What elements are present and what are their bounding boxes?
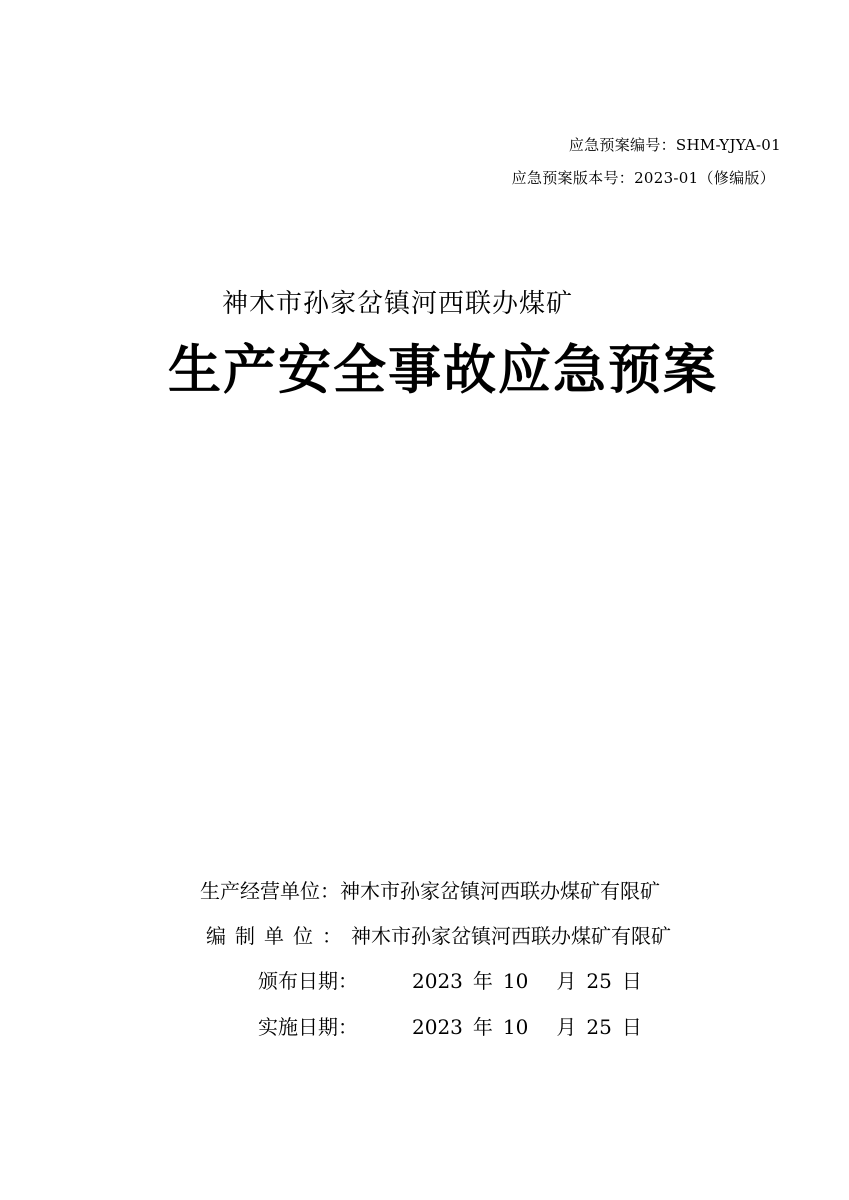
- publish-month: 10: [502, 969, 529, 993]
- implement-date-row: [258, 1011, 642, 1040]
- implement-day-unit: 日: [621, 1015, 642, 1039]
- publish-month-unit: 月: [556, 969, 577, 993]
- document-title: 生产安全事故应急预案: [168, 340, 718, 401]
- plan-code-line: [569, 134, 781, 155]
- version-value: 2023-01（修编版）: [634, 169, 775, 187]
- operator-value: 神木市孙家岔镇河西联办煤矿有限矿: [340, 879, 660, 903]
- version-label: 应急预案版本号：: [511, 169, 635, 187]
- compiler-row: [206, 920, 671, 949]
- publish-date-row: [258, 965, 642, 994]
- publish-year-unit: 年: [472, 969, 493, 993]
- publish-date-label: 颁布日期：: [258, 969, 358, 993]
- implement-month: 10: [502, 1015, 529, 1039]
- publish-day: 25: [586, 969, 612, 993]
- implement-year-unit: 年: [472, 1015, 493, 1039]
- publish-year: 2023: [412, 969, 463, 993]
- operator-label: 生产经营单位：: [200, 879, 340, 903]
- plan-code-label: 应急预案编号：: [568, 136, 676, 154]
- compiler-value: 神木市孙家岔镇河西联办煤矿有限矿: [351, 924, 671, 948]
- implement-day: 25: [586, 1015, 612, 1039]
- plan-code: SHM-YJYA-01: [675, 136, 781, 154]
- compiler-label: 编制单位：: [206, 924, 351, 948]
- operator-row: [200, 875, 660, 904]
- implement-year: 2023: [412, 1015, 463, 1039]
- implement-date-label: 实施日期：: [258, 1015, 358, 1039]
- company-title: 神木市孙家岔镇河西联办煤矿: [222, 289, 574, 319]
- publish-day-unit: 日: [621, 969, 642, 993]
- implement-month-unit: 月: [556, 1015, 577, 1039]
- version-line: [512, 167, 775, 188]
